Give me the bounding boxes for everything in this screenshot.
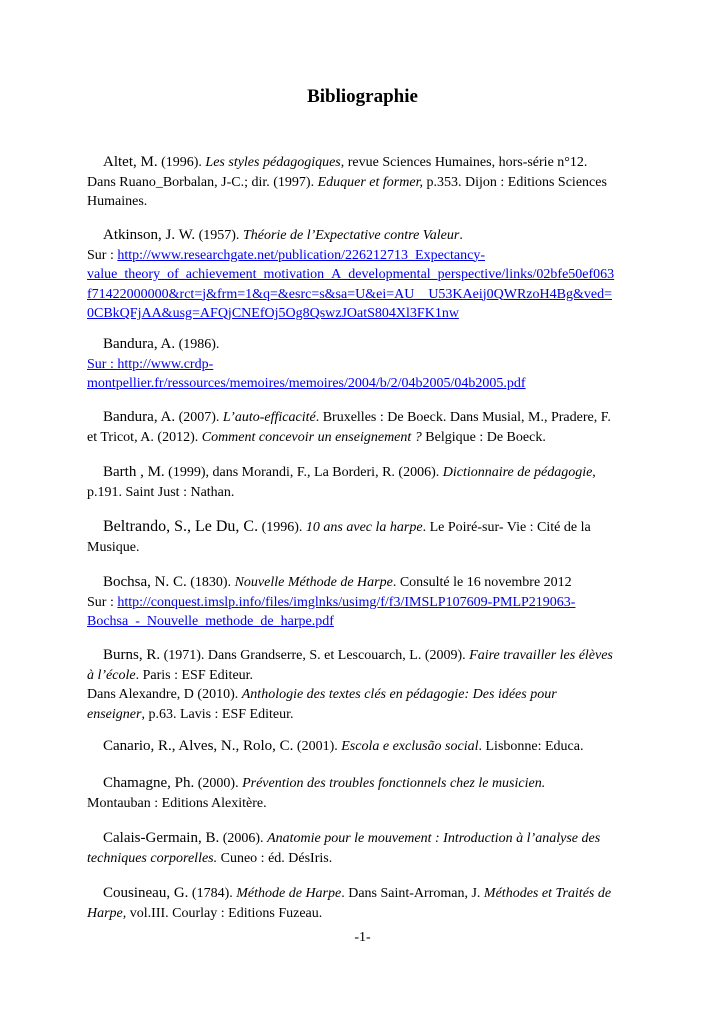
entry-author: Barth , M. — [103, 464, 165, 480]
entry-link[interactable]: montpellier.fr/ressources/memoires/memoires/2004/b/2/04b2005/04b2005.pdf — [87, 376, 526, 391]
bib-entry-bandura-2007: Bandura, A. (2007). L’auto-efficacité. Bruxelles : De Boeck. Dans Musial, M., Pradere, F. et Tricot, A. (2012). Comment concevoir un enseignement ? Belgique : De Boeck. — [87, 409, 611, 445]
bib-entry-chamagne: Chamagne, Ph. (2000). Prévention des troubles fonctionnels chez le musicien. Montauban : Editions Alexitère. — [87, 775, 546, 811]
entry-author: Burns, R. — [103, 647, 161, 663]
entry-title: Dictionnaire de pédagogie — [442, 465, 593, 480]
bib-entry-bandura-1986: Bandura, A. (1986). Sur : http://www.crdp- montpellier.fr/ressources/memoires/memoires/2004/b/2/04b2005/04b2005.pdf — [87, 336, 526, 391]
entry-author: Bandura, A. — [103, 409, 176, 425]
entry-link[interactable]: value_theory_of_achievement_motivation_A_developmental_perspective/links/02bfe50ef063 — [87, 267, 615, 282]
entry-author: Canario, R., Alves, N., Rolo, C. — [103, 738, 294, 754]
bib-entry-canario: Canario, R., Alves, N., Rolo, C. (2001). Escola e exclusão social. Lisbonne: Educa. — [103, 738, 584, 754]
entry-author: Beltrando, S., Le Du, C. — [103, 518, 259, 535]
entry-link[interactable]: f71422000000&rct=j&frm=1&q=&esrc=s&sa=U&ei=AU__U53KAeij0QWRzoH4Bg&ved= — [87, 286, 612, 302]
entry-title: Escola e exclusão social — [341, 739, 479, 754]
entry-author: Bandura, A. — [103, 336, 176, 352]
entry-title: L’auto-efficacité — [222, 410, 316, 425]
bib-entry-cousineau: Cousineau, G. (1784). Méthode de Harpe. Dans Saint-Arroman, J. Méthodes et Traités de Harpe, vol.III. Courlay : Editions Fuzeau. — [87, 885, 612, 921]
entry-title: Nouvelle Méthode de Harpe — [234, 575, 393, 590]
bib-entry-burns: Burns, R. (1971). Dans Grandserre, S. et Lescouarch, L. (2009). Faire travailler les élèves à l’école. Paris : ESF Editeur. Dans Alexandre, D (2010). Anthologie des textes clés en pédagogie: Des idées pour enseigner, p.63. Lavis : ESF Editeur. — [87, 647, 613, 722]
entry-title: Anatomie pour le mouvement : Introduction à l’analyse des — [267, 831, 601, 846]
entry-author: Atkinson, J. W. — [103, 227, 196, 243]
entry-author: Chamagne, Ph. — [103, 775, 195, 791]
entry-title: 10 ans avec la harpe — [305, 520, 423, 535]
entry-title: Prévention des troubles fonctionnels chez le musicien. — [242, 776, 546, 791]
entry-title: Les styles pédagogiques — [205, 155, 341, 170]
entry-link[interactable]: http://conquest.imslp.info/files/imglnks/usimg/f/f3/IMSLP107609-PMLP219063- — [117, 594, 576, 610]
bib-entry-barth: Barth , M. (1999), dans Morandi, F., La Borderi, R. (2006). Dictionnaire de pédagogie, p.191. Saint Just : Nathan. — [87, 464, 596, 500]
entry-author: Calais-Germain, B. — [103, 830, 220, 846]
entry-link[interactable]: 0CBkQFjAA&usg=AFQjCNEfOj5Og8QswzJOatS804Xl3FK1nw — [87, 306, 459, 321]
entry-title: Faire travailler les élèves — [469, 648, 613, 663]
entry-link[interactable]: Bochsa_-_Nouvelle_methode_de_harpe.pdf — [87, 614, 334, 629]
bib-entry-calais-germain: Calais-Germain, B. (2006). Anatomie pour le mouvement : Introduction à l’analyse des techniques corporelles. Cuneo : éd. DésIris. — [87, 830, 601, 866]
bib-entry-altet: Altet, M. (1996). Les styles pédagogiques, revue Sciences Humaines, hors-série n°12. Dans Ruano_Borbalan, J-C.; dir. (1997). Eduquer et former, p.353. Dijon : Editions Sciences Humaines. — [87, 154, 607, 209]
entry-author: Altet, M. — [103, 154, 158, 170]
page-title: Bibliographie — [307, 86, 418, 107]
entry-author: Bochsa, N. C. — [103, 574, 187, 590]
bib-entry-bochsa: Bochsa, N. C. (1830). Nouvelle Méthode de Harpe. Consulté le 16 novembre 2012 Sur : http://conquest.imslp.info/files/imglnks/usimg/f/f3/IMSLP107609-PMLP219063- Bochsa_-_Nouvelle_methode_de_harpe.pdf — [87, 574, 576, 629]
entry-link[interactable]: http://www.researchgate.net/publication/226212713_Expectancy- — [117, 247, 485, 263]
entry-link[interactable]: http://www.crdp- — [117, 356, 214, 372]
entry-title: Méthode de Harpe — [236, 886, 342, 901]
bib-entry-beltrando: Beltrando, S., Le Du, C. (1996). 10 ans avec la harpe. Le Poiré-sur- Vie : Cité de la Musique. — [87, 518, 591, 555]
bib-entry-atkinson: Atkinson, J. W. (1957). Théorie de l’Expectative contre Valeur. Sur : http://www.researchgate.net/publication/226212713_Expectancy- value_theory_of_achievement_motivation_A_developmental_perspective/links/02bfe50ef063 f71422000000&rct=j&frm=1&q=&esrc=s&sa=U&ei=AU__U53KAeij0QWRzoH4Bg&ved= 0CBkQFjAA&usg=AFQjCNEfOj5Og8QswzJOatS804Xl3FK1nw — [87, 227, 615, 321]
page-number: -1- — [354, 930, 371, 945]
entry-author: Cousineau, G. — [103, 885, 189, 901]
entry-title: Théorie de l’Expectative contre Valeur — [242, 228, 460, 243]
